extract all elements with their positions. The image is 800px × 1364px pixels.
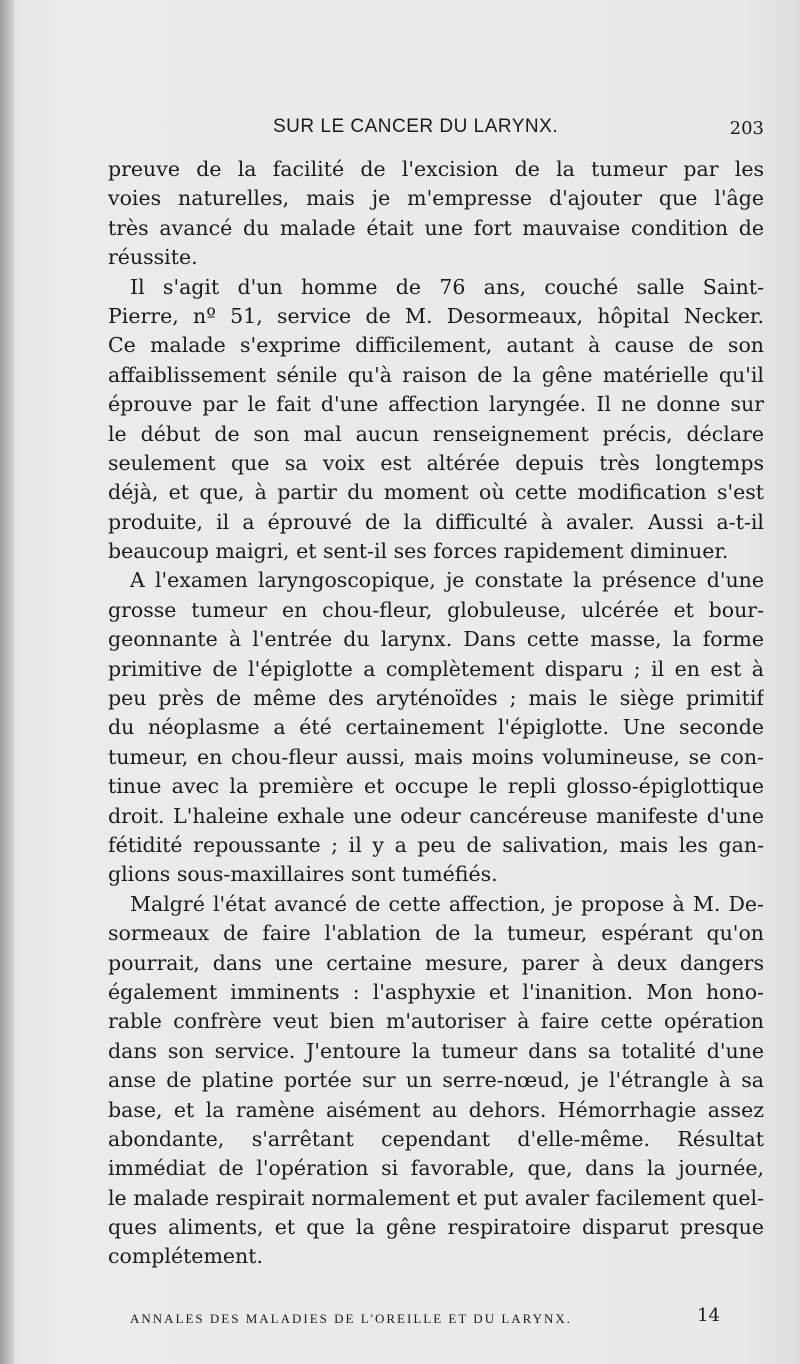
text-line: ques aliments, et que la gêne respiratoire disparut presque: [108, 1215, 764, 1240]
text-line: Malgré l'état avancé de cette affection, je propose à M. De-: [130, 891, 764, 916]
text-line: déjà, et que, à partir du moment où cette modification s'est: [108, 480, 764, 505]
page-gutter-shadow: [0, 0, 14, 1364]
text-line: base, et la ramène aisément au dehors. Hémorrhagie assez: [108, 1097, 764, 1122]
text-line: seulement que sa voix est altérée depuis très longtemps: [108, 450, 764, 475]
journal-title: ANNALES DES MALADIES DE L'OREILLE ET DU LARYNX.: [130, 1311, 573, 1326]
text-line: pourrait, dans une certaine mesure, parer à deux dangers: [108, 950, 764, 975]
text-line: dans son service. J'entoure la tumeur dans sa totalité d'une: [108, 1038, 764, 1063]
text-line: le malade respirait normalement et put avaler facilement quel-: [108, 1185, 764, 1210]
text-line: tinue avec la première et occupe le repli glosso-épiglottique: [108, 774, 764, 799]
text-line: le début de son mal aucun renseignement précis, déclare: [108, 421, 764, 446]
text-line: Ce malade s'exprime difficilement, autant à cause de son: [108, 333, 764, 358]
text-line: éprouve par le fait d'une affection laryngée. Il ne donne sur: [108, 392, 764, 417]
text-line: immédiat de l'opération si favorable, que, dans la journée,: [108, 1156, 764, 1181]
text-line: Il s'agit d'un homme de 76 ans, couché salle Saint-: [130, 274, 764, 299]
text-line: affaiblissement sénile qu'à raison de la gêne matérielle qu'il: [108, 362, 764, 387]
paragraph: [108, 155, 764, 273]
text-line: primitive de l'épiglotte a complètement disparu ; il en est à: [108, 656, 764, 681]
text-line: tumeur, en chou-fleur aussi, mais moins volumineuse, se con-: [108, 744, 764, 769]
text-line: A l'examen laryngoscopique, je constate la présence d'une: [130, 568, 764, 593]
text-line: rable confrère veut bien m'autoriser à faire cette opération: [108, 1009, 764, 1034]
text-line: du néoplasme a été certainement l'épiglotte. Une seconde: [108, 715, 764, 740]
text-line: Pierre, nº 51, service de M. Desormeaux, hôpital Necker.: [108, 303, 764, 328]
text-line: très avancé du malade était une fort mauvaise condition de: [108, 215, 764, 240]
text-line: geonnante à l'entrée du larynx. Dans cette masse, la forme: [108, 627, 764, 652]
text-line: fétidité repoussante ; il y a peu de salivation, mais les gan-: [108, 832, 764, 857]
text-line: sormeaux de faire l'ablation de la tumeur, espérant qu'on: [108, 921, 764, 946]
page-footer: [130, 1305, 720, 1333]
text-line: abondante, s'arrêtant cependant d'elle-même. Résultat: [108, 1126, 764, 1151]
text-line: beaucoup maigri, et sent-il ses forces rapidement diminuer.: [108, 539, 729, 564]
text-line: peu près de même des aryténoïdes ; mais le siège primitif: [108, 686, 764, 711]
text-line: complétement.: [108, 1244, 263, 1269]
text-line: glions sous-maxillaires sont tuméfiés.: [108, 862, 498, 887]
text-line: également imminents : l'asphyxie et l'inanition. Mon hono-: [108, 979, 764, 1004]
running-title: SUR LE CANCER DU LARYNX.: [273, 116, 559, 137]
text-line: produite, il a éprouvé de la difficulté à avaler. Aussi a-t-il: [108, 509, 764, 534]
signature-mark: 14: [697, 1305, 720, 1326]
page-header: [108, 116, 764, 146]
body-text: [108, 155, 764, 1272]
paragraph: [108, 566, 764, 889]
text-line: droit. L'haleine exhale une odeur cancéreuse manifeste d'une: [108, 803, 764, 828]
text-line: réussite.: [108, 245, 198, 270]
paragraph: [108, 273, 764, 567]
text-line: anse de platine portée sur un serre-nœud, je l'étrangle à sa: [108, 1068, 764, 1093]
text-line: voies naturelles, mais je m'empresse d'ajouter que l'âge: [108, 186, 764, 211]
text-line: preuve de la facilité de l'excision de la tumeur par les: [108, 157, 764, 181]
page-number: 203: [729, 118, 764, 139]
paragraph: [108, 890, 764, 1272]
text-line: grosse tumeur en chou-fleur, globuleuse, ulcérée et bour-: [108, 597, 764, 622]
